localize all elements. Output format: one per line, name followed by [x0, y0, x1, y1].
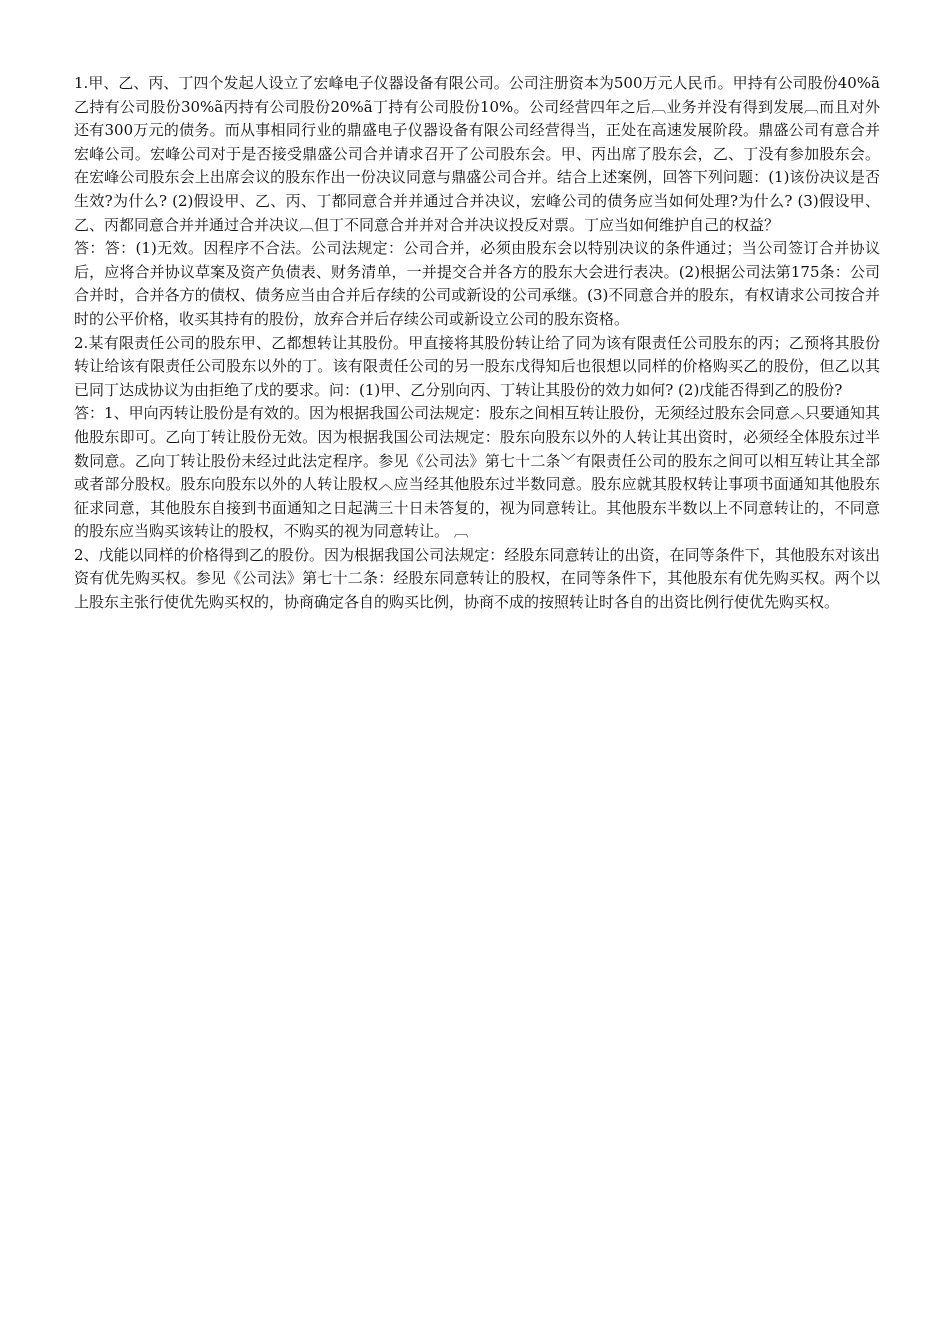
- question-1-paragraph: 1.甲、乙、丙、丁四个发起人设立了宏峰电子仪器设备有限公司。公司注册资本为500万元人民币。甲持有公司股份40%ã乙持有公司股份30%ã丙持有公司股份20%ã丁持有公司股份10%。公司经营四年之后︹业务并没有得到发展︹而且对外还有300万元的债务。而从事相同行业的鼎盛电子仪器设备有限公司经营得当，正处在高速发展阶段。鼎盛公司有意合并宏峰公司。宏峰公司对于是否接受鼎盛公司合并请求召开了公司股东会。甲、丙出席了股东会，乙、丁没有参加股东会。在宏峰公司股东会上出席会议的股东作出一份决议同意与鼎盛公司合并。结合上述案例，回答下列问题：(1)该份决议是否生效?为什么? (2)假设甲、乙、丙、丁都同意合并并通过合并决议，宏峰公司的债务应当如何处理?为什么? (3)假设甲、乙、丙都同意合并并通过合并决议︹但丁不同意合并并对合并决议投反对票。丁应当如何维护自己的权益？: [74, 74, 880, 234]
- answer-2-part-2-paragraph: 2、戊能以同样的价格得到乙的股份。因为根据我国公司法规定：经股东同意转让的出资，在同等条件下，其他股东对该出资有优先购买权。参见《公司法》第七十二条：经股东同意转让的股权，在同等条件下，其他股东有优先购买权。两个以上股东主张行使优先购买权的，协商确定各自的购买比例，协商不成的按照转让时各自的出资比例行使优先购买权。: [74, 545, 880, 612]
- question-2-paragraph: 2.某有限责任公司的股东甲、乙都想转让其股份。甲直接将其股份转让给了同为该有限责任公司股东的丙；乙预将其股份转让给该有限责任公司股东以外的丁。该有限责任公司的另一股东戊得知后也很想以同样的价格购买乙的股份，但乙以其已同丁达成协议为由拒绝了戊的要求。问：(1)甲、乙分别向丙、丁转让其股份的效力如何? (2)戊能否得到乙的股份?: [74, 333, 880, 399]
- document-page: [74, 72, 880, 615]
- answer-2-part-1-paragraph: 答：1、甲向丙转让股份是有效的。因为根据我国公司法规定：股东之间相互转让股份，无须经过股东会同意︿只要通知其他股东即可。乙向丁转让股份无效。因为根据我国公司法规定：股东向股东以外的人转让其出资时，必须经全体股东过半数同意。乙向丁转让股份未经过此法定程序。参见《公司法》第七十二条﹀有限责任公司的股东之间可以相互转让其全部或者部分股权。股东向股东以外的人转让股权︿应当经其他股东过半数同意。股东应就其股权转让事项书面通知其他股东征求同意，其他股东自接到书面通知之日起满三十日未答复的，视为同意转让。其他股东半数以上不同意转让的，不同意的股东应当购买该转让的股权，不购买的视为同意转让。 ︹: [74, 404, 880, 541]
- answer-1-paragraph: 答：答：(1)无效。因程序不合法。公司法规定：公司合并，必须由股东会以特别决议的条件通过；当公司签订合并协议后，应将合并协议草案及资产负债表、财务清单，一并提交合并各方的股东大会进行表决。(2)根据公司法第175条：公司合并时，合并各方的债权、债务应当由合并后存续的公司或新设的公司承继。(3)不同意合并的股东，有权请求公司按合并时的公平价格，收买其持有的股份，放弃合并后存续公司或新设立公司的股东资格。: [74, 239, 880, 328]
